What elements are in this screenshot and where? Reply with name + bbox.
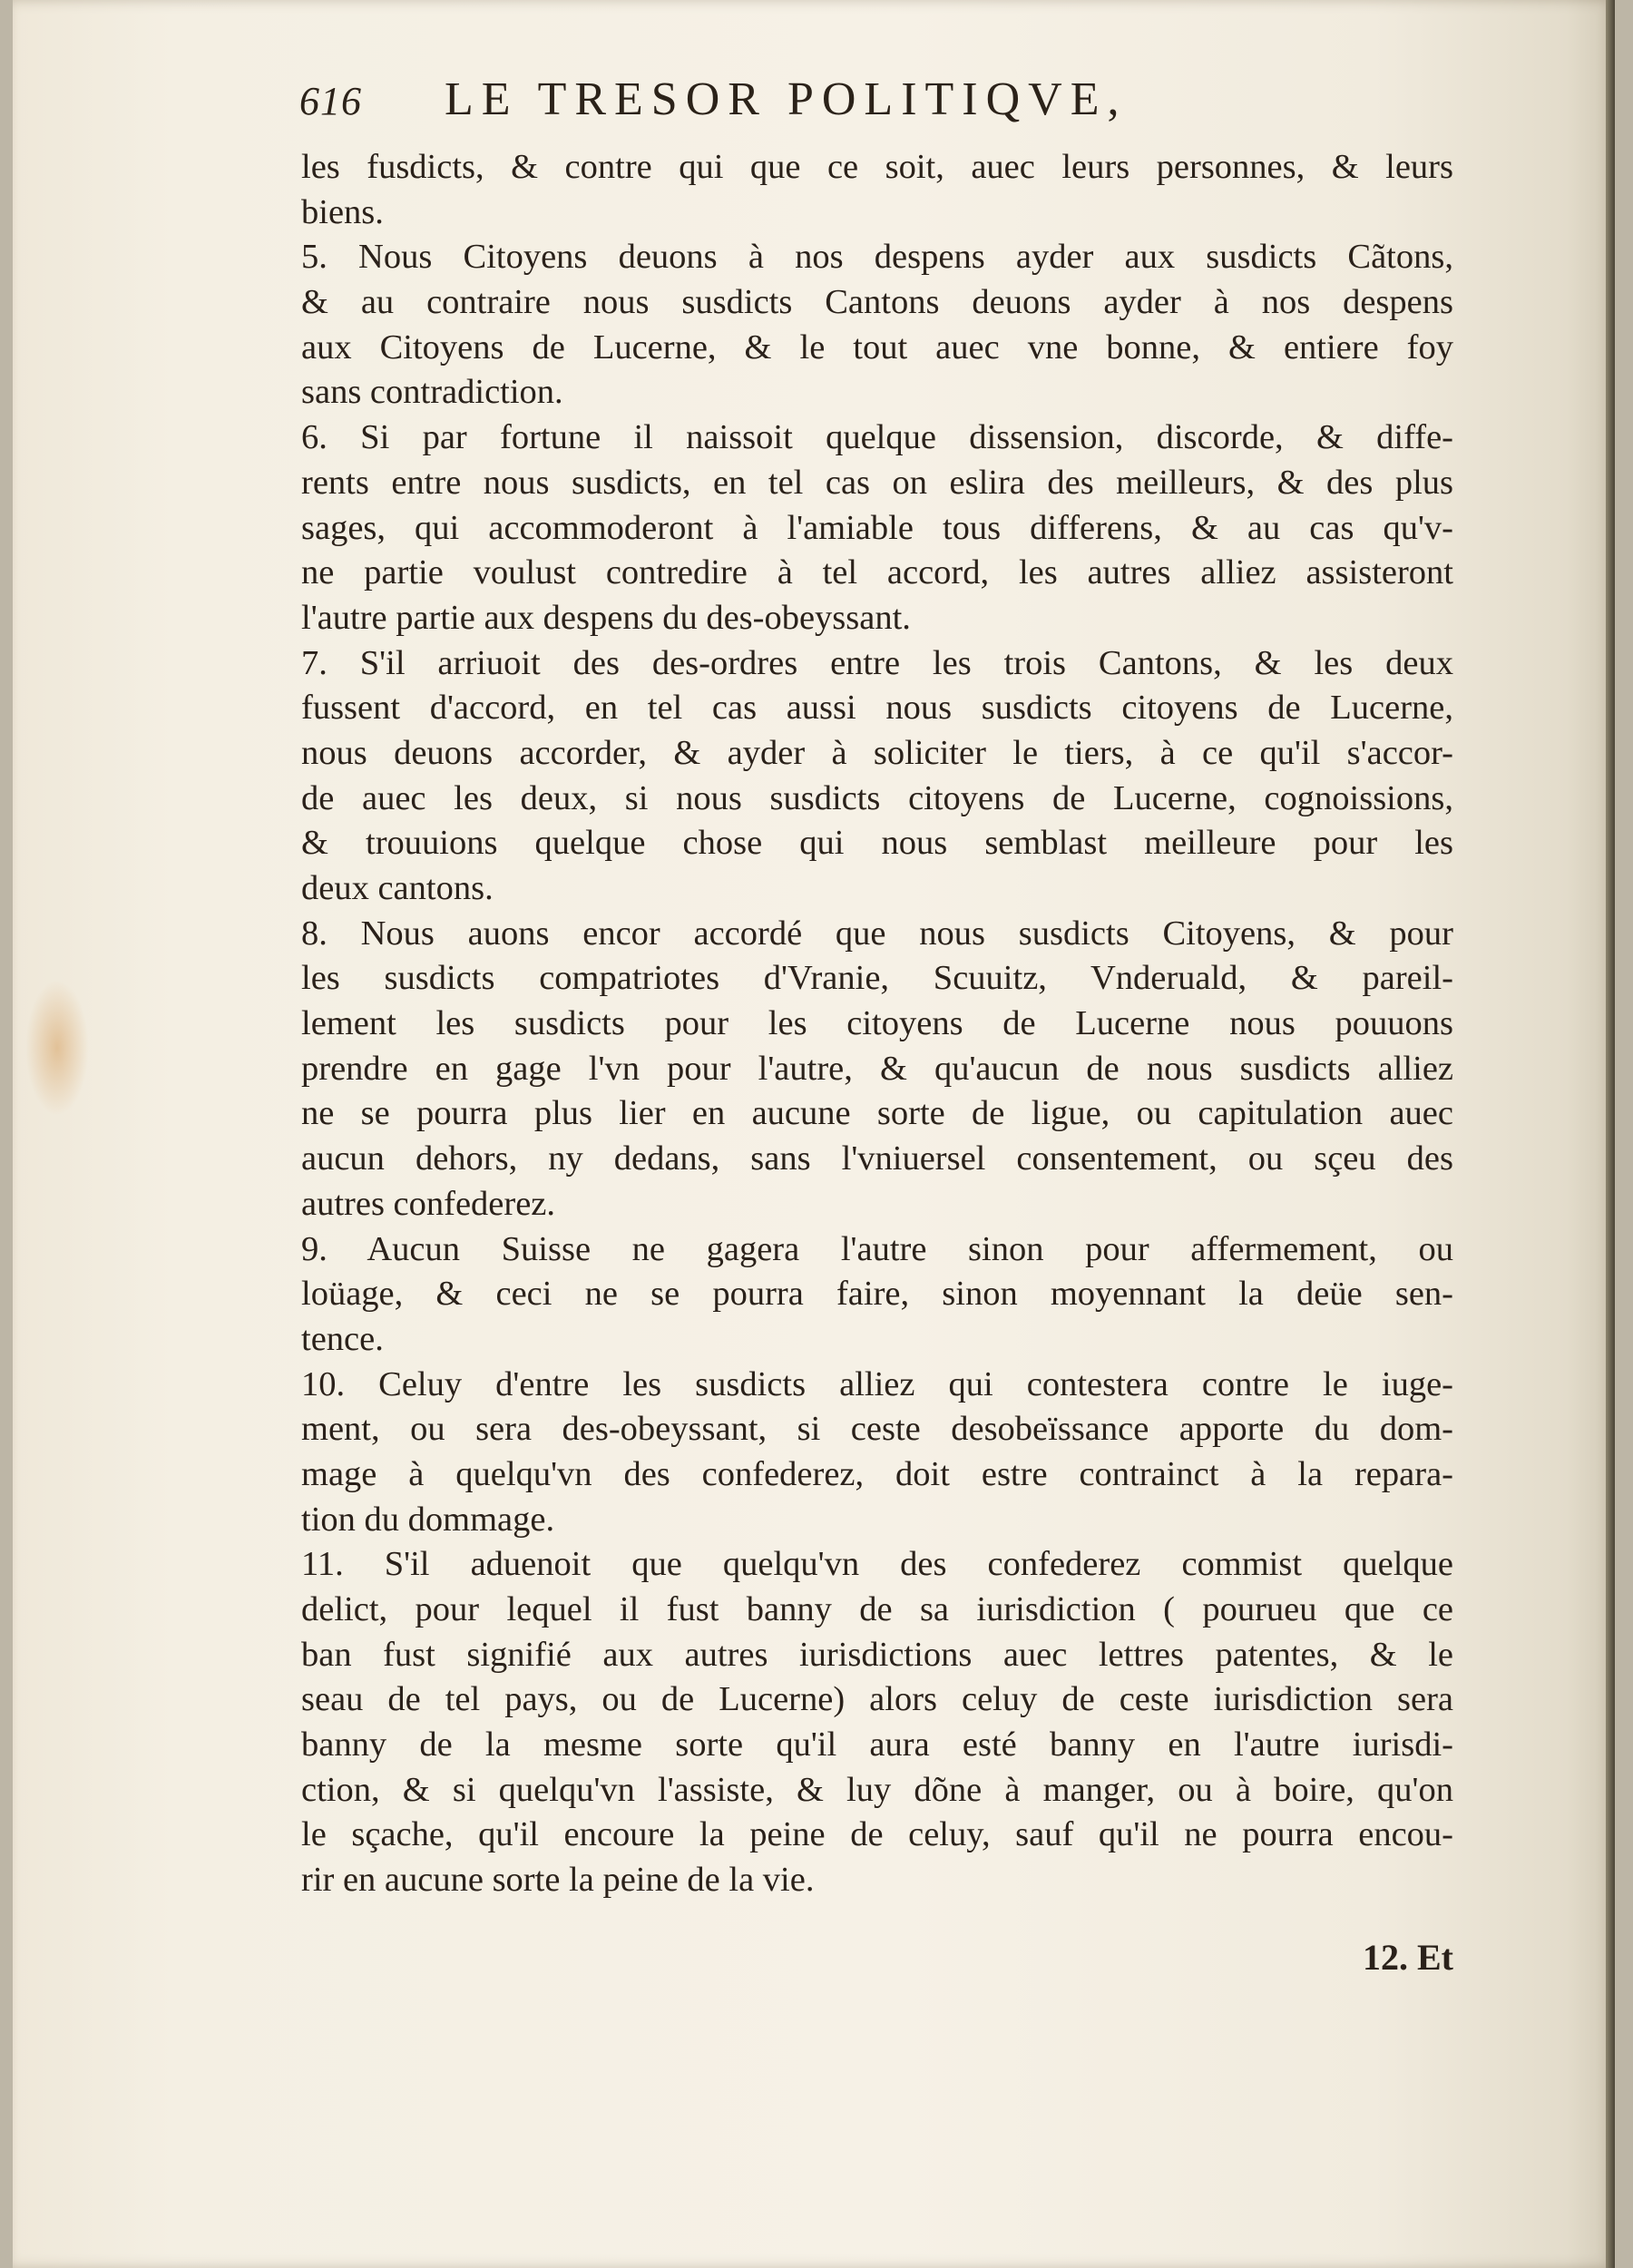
text-line: le sçache, qu'il encoure la peine de celuy, sauf qu'il ne pourra encou- — [301, 1815, 1453, 1854]
text-line: ne se pourra plus lier en aucune sorte de ligue, ou capitulation auec — [301, 1094, 1453, 1133]
text-line: sans contradiction. — [301, 373, 563, 412]
text-line: 10. Celuy d'entre les susdicts alliez qui contestera contre le iuge- — [301, 1364, 1453, 1403]
text-line: deux cantons. — [301, 869, 494, 907]
text-line: & trouuions quelque chose qui nous semblast meilleure pour les — [301, 824, 1453, 863]
text-line: les susdicts compatriotes d'Vranie, Scuuitz, Vnderuald, & pareil- — [301, 959, 1453, 998]
text-line: l'autre partie aux despens du des-obeyssant. — [301, 598, 911, 637]
text-line: aux Citoyens de Lucerne, & le tout auec vne bonne, & entiere foy — [301, 327, 1453, 367]
text-line: ban fust signifié aux autres iurisdictions auec lettres patentes, & le — [301, 1635, 1453, 1674]
running-head — [299, 73, 1470, 136]
text-line: ment, ou sera des-obeyssant, si ceste desobeïssance apporte du dom- — [301, 1410, 1453, 1449]
running-title: LE TRESOR POLITIQVE, — [445, 73, 1128, 125]
page-gutter — [1606, 0, 1615, 2268]
text-line: 8. Nous auons encor accordé que nous susdicts Citoyens, & pour — [301, 914, 1453, 953]
page-number: 616 — [299, 79, 362, 123]
text-line: biens. — [301, 192, 384, 231]
text-line: seau de tel pays, ou de Lucerne) alors celuy de ceste iurisdiction sera — [301, 1680, 1453, 1719]
text-line: delict, pour lequel il fust banny de sa iurisdiction ( pourueu que ce — [301, 1590, 1453, 1628]
text-line: nous deuons accorder, & ayder à soliciter le tiers, à ce qu'il s'accor- — [301, 733, 1453, 772]
text-line: tence. — [301, 1319, 384, 1358]
text-line: prendre en gage l'vn pour l'autre, & qu'aucun de nous susdicts alliez — [301, 1049, 1453, 1088]
text-line: aucun dehors, ny dedans, sans l'vniuersel consentement, ou sçeu des — [301, 1139, 1453, 1178]
text-line: mage à quelqu'vn des confederez, doit estre contrainct à la repara- — [301, 1454, 1453, 1493]
text-line: sages, qui accommoderont à l'amiable tous differens, & au cas qu'v- — [301, 508, 1453, 547]
text-line: 11. S'il aduenoit que quelqu'vn des confederez commist quelque — [301, 1545, 1453, 1584]
text-line: lement les susdicts pour les citoyens de Lucerne nous pouuons — [301, 1004, 1453, 1043]
text-line: loüage, & ceci ne se pourra faire, sinon moyennant la deüe sen- — [301, 1275, 1453, 1314]
catchword: 12. Et — [1363, 1937, 1453, 1978]
text-line: autres confederez. — [301, 1184, 556, 1223]
text-line: les fusdicts, & contre qui que ce soit, auec leurs personnes, & leurs — [301, 148, 1453, 186]
text-line: 9. Aucun Suisse ne gagera l'autre sinon pour affermement, ou — [301, 1229, 1453, 1268]
text-line: fussent d'accord, en tel cas aussi nous susdicts citoyens de Lucerne, — [301, 689, 1453, 728]
text-line: 5. Nous Citoyens deuons à nos despens ayder aux susdicts Cãtons, — [301, 238, 1453, 277]
text-line: rir en aucune sorte la peine de la vie. — [301, 1861, 815, 1900]
text-line: ction, & si quelqu'vn l'assiste, & luy dõne à manger, ou à boire, qu'on — [301, 1770, 1453, 1809]
paper-stain — [25, 980, 89, 1116]
text-line: 7. S'il arriuoit des des-ordres entre les trois Cantons, & les deux — [301, 643, 1453, 682]
text-line: ne partie voulust contredire à tel accord, les autres alliez assisteront — [301, 553, 1453, 592]
text-line: rents entre nous susdicts, en tel cas on eslira des meilleurs, & des plus — [301, 463, 1453, 502]
text-line: banny de la mesme sorte qu'il aura esté banny en l'autre iurisdi- — [301, 1725, 1453, 1765]
text-line: & au contraire nous susdicts Cantons deuons ayder à nos despens — [301, 283, 1453, 322]
text-line: 6. Si par fortune il naissoit quelque dissension, discorde, & diffe- — [301, 418, 1453, 457]
text-line: de auec les deux, si nous susdicts citoyens de Lucerne, cognoissions, — [301, 778, 1453, 817]
text-line: tion du dommage. — [301, 1500, 555, 1539]
book-page — [13, 0, 1615, 2268]
body-text — [301, 145, 1453, 1903]
